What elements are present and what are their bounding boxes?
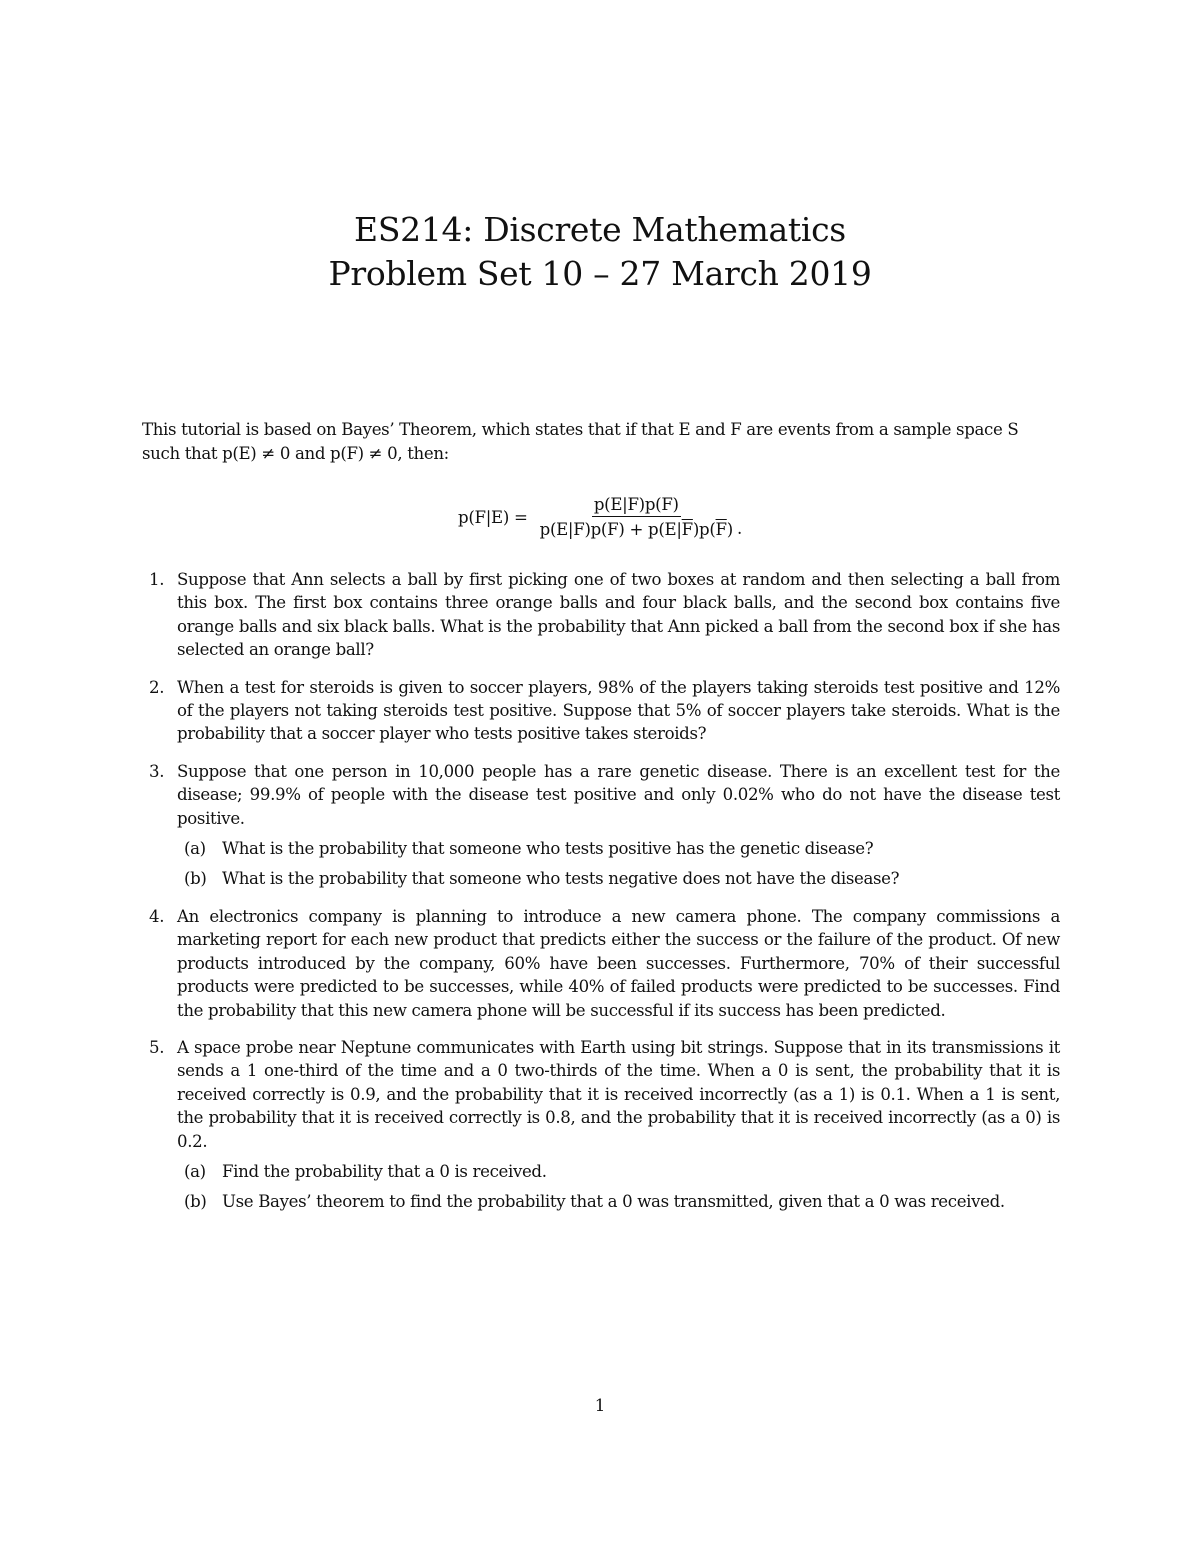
formula-lhs: p(F|E) = — [458, 507, 528, 527]
formula-denominator — [538, 517, 735, 540]
subpart-5b — [142, 1190, 1060, 1213]
problem-text: When a test for steroids is given to soccer players, 98% of the players taking steroids test positive and 12% of the players not taking steroids test positive. Suppose that 5% of soccer players take steroids. What is the probability that a soccer player who tests positive takes steroids? — [177, 677, 1060, 744]
problem-number: 5. — [149, 1037, 165, 1057]
f-complement-1: $\overline{F}$ — [681, 520, 693, 539]
intro-paragraph: This tutorial is based on Bayes’ Theorem, which states that if that E and F are events from a sample space S such that p(E) ≠ 0 and p(F) ≠ 0, then: — [142, 420, 1019, 463]
formula-fraction — [538, 494, 735, 540]
subpart-text: Use Bayes’ theorem to find the probability that a 0 was transmitted, given that a 0 was received. — [222, 1192, 1005, 1212]
f-complement-2: $\overline{F}$ — [715, 520, 727, 539]
document-title — [0, 208, 1200, 296]
bayes-formula — [0, 494, 1200, 540]
denominator-part-2: )p( — [692, 520, 716, 539]
subpart-text: Find the probability that a 0 is received. — [222, 1161, 547, 1181]
problem-set-title: Problem Set 10 – 27 March 2019 — [328, 254, 872, 293]
subpart-label: (b) — [184, 869, 207, 889]
subpart-label: (a) — [184, 1161, 206, 1181]
problem-number: 3. — [149, 761, 165, 781]
problem-list — [142, 568, 1060, 1228]
page-number: 1 — [594, 1396, 606, 1415]
problem-number: 4. — [149, 906, 165, 926]
problem-number: 1. — [149, 570, 165, 589]
subpart-3b — [142, 867, 1060, 890]
subpart-label: (a) — [184, 839, 206, 859]
problem-text: A space probe near Neptune communicates with Earth using bit strings. Suppose that in its transmissions it sends a 1 one-third of the time and a 0 two-thirds of the time. When a 0 is sent, the probability that it is received correctly is 0.9, and the probability that it is received incorrectly (as a 1) is 0.1. When a 1 is sent, the probability that it is received correctly is 0.8, and the probability that it is received incorrectly (as a 0) is 0.2. — [177, 1037, 1060, 1151]
denominator-part-1: p(E|F)p(F) + p(E| — [539, 520, 682, 539]
problem-4 — [142, 905, 1060, 1022]
subpart-3a — [142, 837, 1060, 860]
formula-period: . — [736, 519, 742, 538]
course-title: ES214: Discrete Mathematics — [354, 210, 846, 249]
problem-3 — [142, 760, 1060, 891]
subpart-text: What is the probability that someone who tests negative does not have the disease? — [222, 869, 900, 889]
problem-text: An electronics company is planning to introduce a new camera phone. The company commissions a marketing report for each new product that predicts either the success or the failure of the product. Of new products introduced by the company, 60% have been successes. Furthermore, 70% of their successful products were predicted to be successes, while 40% of failed products were predicted to be successes. Find the probability that this new camera phone will be successful if its success has been predicted. — [177, 906, 1060, 1020]
problem-text: Suppose that one person in 10,000 people has a rare genetic disease. There is an excellent test for the disease; 99.9% of people with the disease test positive and only 0.02% who do not have the disease test positive. — [177, 761, 1060, 828]
problem-text: Suppose that Ann selects a ball by first picking one of two boxes at random and then selecting a ball from this box. The first box contains three orange balls and four black balls, and the second box contains five orange balls and six black balls. What is the probability that Ann picked a ball from the second box if she has selected an orange ball? — [177, 570, 1060, 660]
problem-number: 2. — [149, 677, 165, 697]
problem-2 — [142, 676, 1060, 746]
subpart-label: (b) — [184, 1192, 207, 1212]
denominator-part-3: ) — [726, 520, 733, 539]
problem-1 — [142, 568, 1060, 662]
subpart-5a — [142, 1160, 1060, 1183]
subpart-text: What is the probability that someone who tests positive has the genetic disease? — [222, 839, 874, 859]
formula-numerator: p(E|F)p(F) — [592, 494, 681, 517]
problem-5 — [142, 1036, 1060, 1214]
